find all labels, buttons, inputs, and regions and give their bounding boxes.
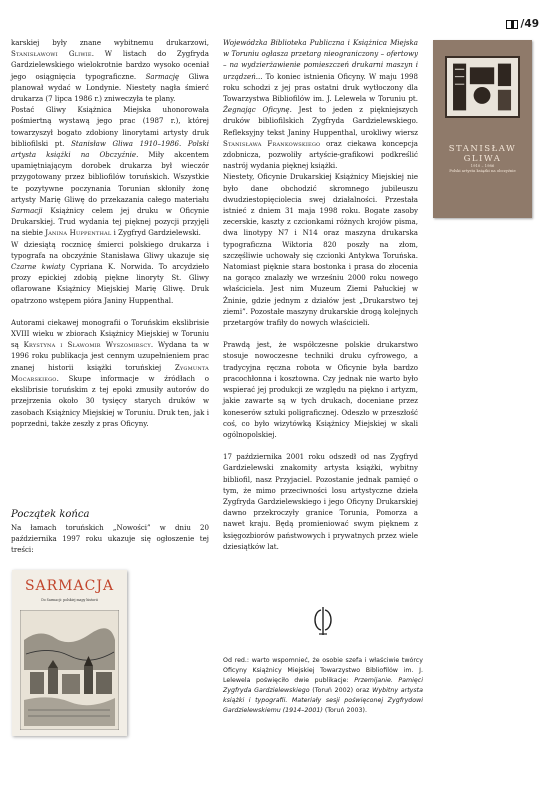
cover-linocut <box>445 56 520 118</box>
cover-author: STANISŁAW GLIWA <box>448 144 517 164</box>
column-left <box>11 37 209 429</box>
book-title: SARMACJA <box>24 578 115 594</box>
oficyna-logo-icon <box>312 606 334 636</box>
paragraph: Prawdą jest, że współczesne polskie drukarstwo stosuje nowoczesne techniki druku cyfrowego, a tradycyjna ręczna robota w Oficynie była bardzo pracochłonna i kosztowna. Czy jednak nie warto było wspierać jej produkcji ze względu na piękno i artyzm, jakie zawarte są w tych drukach, doceniane przez koneserów sztuki poligraficznej. Odeszło w przeszłość coś, co było wizytówką Książnicy Miejskiej w skali ogólnopolskiej. <box>223 340 418 439</box>
magazine-logo-icon <box>506 20 518 29</box>
paragraph: W dziesiątą rocznicę śmierci polskiego drukarza i typografa na obczyźnie Stanisława Gliwy ukazuje się Czarne kwiaty Cypriana K. Norwida. To arcydzieło prozy epickiej zdobią piękne linoryty St. Gliwy oflarowane Książnicy Miejskiej Marię Gliwę. Druk opatrzono wstępem pióra Janiny Huppenthal. <box>11 239 209 305</box>
woodcut-illustration <box>20 610 119 730</box>
section-intro: Na łamach toruńskich „Nowości” w dniu 20 października 1997 roku ukazuje się ogłoszenie tej treści: <box>11 523 209 555</box>
sarmacja-book-cover <box>12 570 127 736</box>
paragraph: Autorami ciekawej monografii o Toruńskim ekslibrisie XVIII wieku w zbiorach Książnicy Miejskiej w Toruniu są Krystyna i Sławomir Wyszomirscy. Wydana ta w 1996 roku publikacja jest cennym uzupełnieniem prac znanej historii książki toruńskiej Zygmunta Mocarskiego. Skupe informacje w źródłach o ekslibrisie toruńskim z tej epoki zmusiły autorów do przejrzenia około 30 tysięcy starych druków w zasobach Książnicy Miejskiej w Toruniu. Druk ten, jak i poprzedni, także zeszły z pras Oficyny. <box>11 317 209 428</box>
gliwa-book-cover <box>433 40 532 218</box>
paragraph: 17 października 2001 roku odszedł od nas Zygfryd Gardzielewski znakomity artysta książki, wybitny bibliofil, nasz Przyjaciel. Pozostanie jednak pamięć o tym, że mimo przeciwności losu artystyczne dzieła Zygfryda Gardzielewskiego i jego Oficyny Drukarskiej dawno przekroczyły granice Torunia, Pomorza a nawet kraju. Będą promieniować swym pięknem z księgozbiorów państwowych i prywatnych przez wiele dziesiątków lat. <box>223 452 418 551</box>
paragraph: karskiej były znane wybitnemu drukarzowi, Stanisławowi Gliwie. W listach do Zygfryda Gardzielewskiego wielokrotnie bardzo wysoko oceniał jego osiągnięcia typograficzne. Sarmację Gliwa planował wydać w Londynie. Niestety nagła śmierć drukarza (7 lipca 1986 r.) zniweczyła te plany. <box>11 38 209 104</box>
paragraph: Wojewódzka Biblioteka Publiczna i Książnica Miejska w Toruniu ogłasza przetarg nieograniczony – ofertowy – na wydzierżawienie pomieszczeń drukarni maszyn i urządzeń... To koniec istnienia Oficyny. W maju 1998 roku schodzi z jej pras ostatni druk wytłoczony dla Towarzystwa Bibliofilów im. J. Lelewela w Toruniu pt. Żegnając Oficynę. Jest to jeden z piękniejszych druków bibliofilskich Zygfryda Gardzielewskiego. Refleksyjny tekst Janiny Huppenthal, urokliwy wiersz Stanisława Frankowskiego oraz ciekawa koncepcja zdobnicza, pozwoliły artyście-grafikowi podkreślić nastrój wydania pięknej książki. <box>223 38 418 171</box>
paragraph: Niestety, Oficynie Drukarskiej Książnicy Miejskiej nie było dane obchodzić skromnego jubileuszu dwudziestopięciolecia swej działalności. Przestała istnieć z dniem 31 maja 1998 roku. Bogate zasoby zecerskie, kaszty z czcionkami różnych krojów pisma, dwa linotypy N7 i N14 oraz maszyna drukarska typograficzna Wiktoria 820 poszły na złom, szczęśliwie uchowały się czcionki Antykwa Toruńska. Natomiast pięknie stara bostonka i prasa do złocenia na gorąco znalazły we wrześniu 2000 roku nowego właściciela. Jest nim Muzeum Ziemi Pałuckiej w Żninie, gdzie jednym z działów jest „Drukarstwo tej ziemi”. Pozostałe maszyny drukarskie drogą kolejnych przetargów trafiły do nowych właścicieli. <box>223 172 418 328</box>
cover-subtitle: 1910 – 1986 Polski artysta książki na obczyźnie <box>449 163 516 173</box>
paragraph: Postać Gliwy Książnica Miejska uhonorowała pośmiertną wystawą jego prac (1987 r.), której towarzyszył bogato zdobiony linorytami artysty druk bibliofilski pt. Stanisław Gliwa 1910–1986. Polski artysta książki na Obczyźnie. Miły akcentem upamiętniającym dorobek drukarza był wieczór przygotowany przez bibliofilów toruńskich. Wszystkie te pozytywne poczynania Torunian skłoniły żonę artysty Marię Gliwę do przekazania całego materiału Sarmacji Książnicy celem jej druku w Oficynie Drukarskiej. Trud wydania tej pięknej pozycji przyjęli na siebie Janina Huppenthal i Zygfryd Gardzielewski. <box>11 105 210 238</box>
editor-note: Od red.: warto wspomnieć, że osobie szefa i właściwie twórcy Oficyny Książnicy Miejskiej Towarzystwo Bibliofilów im. J. Lelewela poświęciło dwie publikacje: Przemijanie. Pamięci Zygfryda Gardzielewskiego (Toruń 2002) oraz Wybitny artysta książki i typografii. Materiały sesji poświęconej Zygfrydowi Gardzielewskiemu (1914–2001) (Toruń 2003). <box>223 657 424 714</box>
page-number: /49 <box>520 18 539 30</box>
column-right <box>223 37 418 552</box>
section-heading: Początek końca <box>11 509 90 520</box>
book-subtitle: Do Sarmacji: polskiej mapy historii <box>41 598 98 602</box>
page-header <box>506 18 539 30</box>
